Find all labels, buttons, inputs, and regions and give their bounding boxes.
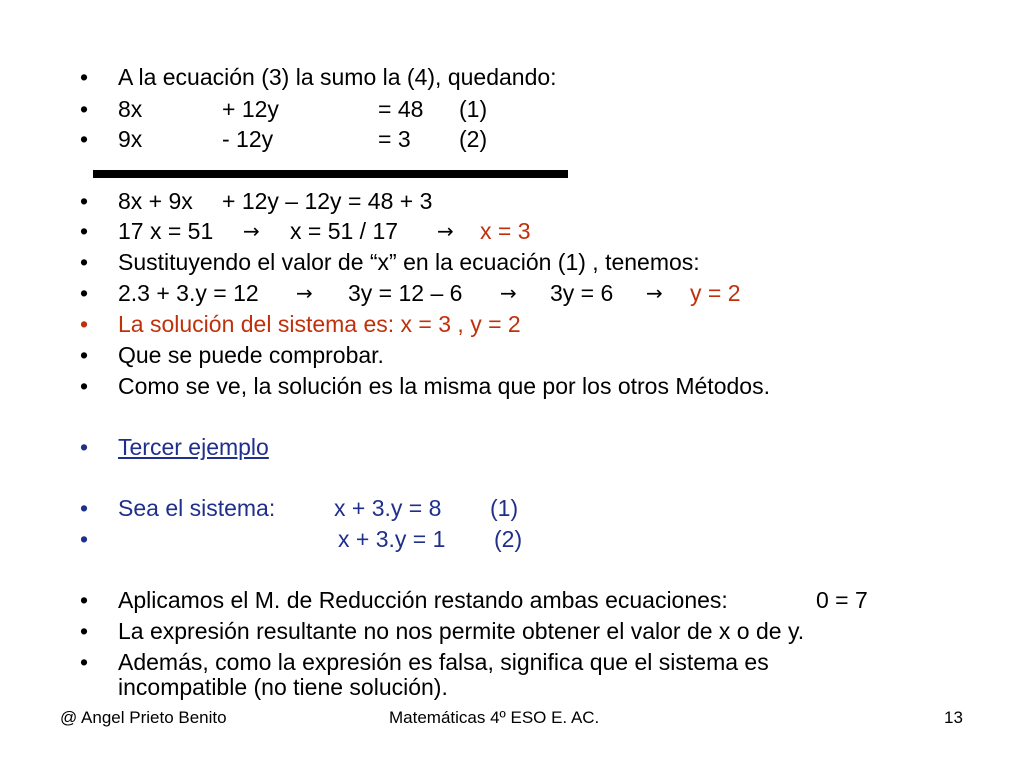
bullet: • (80, 126, 89, 152)
intro-text: A la ecuación (3) la sumo la (4), quedando: (118, 64, 557, 90)
incompatible-text-2: incompatible (no tiene solución). (118, 674, 448, 700)
bullet: • (80, 373, 89, 399)
system-eq-1: x + 3.y = 8 (334, 495, 442, 521)
solution-text: La solución del sistema es: x = 3 , y = 2 (118, 311, 521, 337)
x-result: x = 3 (480, 218, 531, 244)
y-result: y = 2 (690, 280, 741, 306)
system-eq-1-number: (1) (490, 495, 519, 521)
system-label: Sea el sistema: (118, 495, 276, 521)
bullet: • (80, 434, 89, 460)
bullet: • (80, 64, 89, 90)
bullet: • (80, 280, 89, 306)
eq2-term-x: 9x (118, 126, 143, 152)
no-value-text: La expresión resultante no nos permite obtener el valor de x o de y. (118, 618, 805, 644)
sum-x-terms: 8x + 9x (118, 188, 193, 214)
bullet: • (80, 649, 89, 675)
eq1-number: (1) (459, 96, 488, 122)
solve-x-step-2: x = 51 / 17 (290, 218, 399, 244)
right-arrow-icon: → (437, 219, 454, 243)
bullet: • (80, 188, 89, 214)
solve-y-step-2: 3y = 12 – 6 (348, 280, 463, 306)
sum-y-terms: + 12y – 12y = 48 + 3 (222, 188, 433, 214)
bullet: • (80, 342, 89, 368)
same-solution-text: Como se ve, la solución es la misma que por los otros Métodos. (118, 373, 770, 399)
right-arrow-icon: → (243, 219, 260, 243)
system-eq-2-number: (2) (494, 526, 523, 552)
third-example-heading: Tercer ejemplo (118, 434, 269, 460)
system-eq-2: x + 3.y = 1 (338, 526, 446, 552)
bullet: • (80, 618, 89, 644)
footer-page-number: 13 (944, 708, 963, 727)
eq2-number: (2) (459, 126, 488, 152)
solve-y-step-1: 2.3 + 3.y = 12 (118, 280, 259, 306)
right-arrow-icon: → (296, 281, 313, 305)
bullet: • (80, 249, 89, 275)
right-arrow-icon: → (646, 281, 663, 305)
apply-result: 0 = 7 (816, 587, 868, 613)
incompatible-text-1: Además, como la expresión es falsa, significa que el sistema es (118, 649, 769, 675)
bullet: • (80, 96, 89, 122)
eq1-term-y: + 12y (222, 96, 279, 122)
bullet: • (80, 311, 89, 337)
bullet: • (80, 495, 89, 521)
bullet: • (80, 587, 89, 613)
eq1-term-x: 8x (118, 96, 143, 122)
solve-y-step-3: 3y = 6 (550, 280, 614, 306)
eq2-rhs: = 3 (378, 126, 411, 152)
bullet: • (80, 526, 89, 552)
footer-course: Matemáticas 4º ESO E. AC. (389, 708, 600, 727)
eq2-term-y: - 12y (222, 126, 274, 152)
right-arrow-icon: → (500, 281, 517, 305)
bullet: • (80, 218, 89, 244)
sum-divider-line (93, 170, 568, 178)
footer-author: @ Angel Prieto Benito (60, 708, 227, 727)
solve-x-step-1: 17 x = 51 (118, 218, 214, 244)
substitute-text: Sustituyendo el valor de “x” en la ecuación (1) , tenemos: (118, 249, 700, 275)
eq1-rhs: = 48 (378, 96, 424, 122)
apply-text: Aplicamos el M. de Reducción restando ambas ecuaciones: (118, 587, 728, 613)
check-text: Que se puede comprobar. (118, 342, 384, 368)
